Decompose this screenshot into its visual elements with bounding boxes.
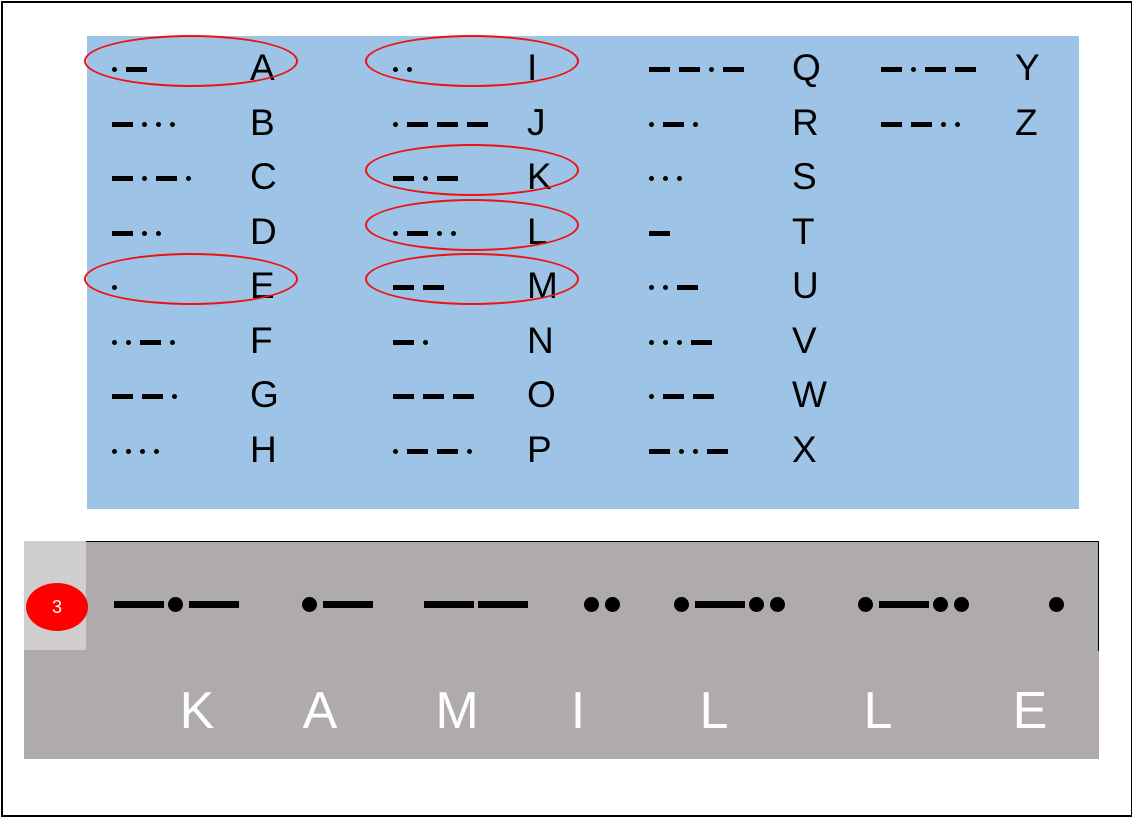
chart-letter: T	[792, 210, 815, 252]
chart-entry-v	[87, 321, 1079, 361]
chart-letter: L	[527, 210, 548, 252]
chart-letter: D	[250, 210, 277, 252]
morse-dot	[679, 449, 684, 454]
morse-dot	[770, 597, 785, 612]
chart-letter: U	[792, 265, 819, 306]
chart-letter: S	[792, 156, 817, 197]
morse-dash	[478, 601, 528, 608]
morse-dot	[693, 449, 698, 454]
morse-code-symbols	[649, 321, 799, 361]
morse-dash	[114, 601, 164, 608]
morse-dot	[858, 597, 873, 612]
chart-letter: P	[527, 428, 552, 470]
morse-dash	[677, 285, 698, 290]
morse-dash	[691, 340, 712, 345]
morse-dash	[663, 394, 684, 399]
chart-letter: O	[527, 374, 556, 415]
morse-code-symbols	[649, 430, 799, 470]
chart-letter: R	[792, 101, 819, 143]
decoded-letter: A	[302, 682, 338, 740]
morse-dot	[954, 597, 969, 612]
morse-code-symbols	[881, 48, 1031, 88]
morse-dot	[302, 597, 317, 612]
chart-letter: H	[250, 428, 277, 470]
chart-letter: G	[250, 374, 279, 415]
chart-letter: E	[250, 265, 275, 306]
chart-letter: Q	[792, 47, 821, 88]
morse-dash	[693, 394, 714, 399]
panel-top-border	[24, 541, 1099, 542]
morse-dot	[649, 340, 654, 345]
chart-letter: F	[250, 319, 273, 361]
morse-dot	[955, 122, 960, 127]
morse-dash	[189, 601, 239, 608]
morse-code-symbols	[649, 266, 799, 306]
morse-code-symbols	[649, 157, 799, 197]
chart-letter: W	[792, 374, 827, 415]
chart-letter: M	[527, 265, 558, 306]
chart-entry-z	[87, 103, 1079, 143]
decoded-letter: K	[179, 682, 215, 740]
morse-dash	[879, 601, 929, 608]
morse-dot	[649, 176, 654, 181]
panel-right-border	[1098, 541, 1099, 651]
chart-entry-w	[87, 375, 1079, 415]
morse-dash	[881, 67, 902, 72]
morse-dot	[911, 67, 916, 72]
morse-dash	[695, 601, 745, 608]
morse-dash	[323, 601, 373, 608]
morse-dot	[663, 176, 668, 181]
morse-dash	[424, 601, 474, 608]
decoded-letter: I	[570, 682, 586, 740]
morse-dash	[707, 449, 728, 454]
chart-letter: J	[527, 101, 546, 143]
morse-code-symbols	[881, 103, 1031, 143]
chart-letter: Z	[1015, 101, 1038, 143]
morse-dot	[649, 285, 654, 290]
chart-entry-y	[87, 48, 1079, 88]
morse-dot	[749, 597, 764, 612]
morse-dash	[649, 231, 670, 236]
chart-letter: C	[250, 156, 277, 197]
morse-dash	[955, 67, 976, 72]
chart-letter: N	[527, 319, 554, 361]
chart-letter: V	[792, 319, 817, 361]
morse-dot	[649, 394, 654, 399]
decoded-letter: M	[435, 682, 479, 740]
chart-entry-s	[87, 157, 1079, 197]
morse-dot	[941, 122, 946, 127]
morse-dot	[168, 597, 183, 612]
chart-entry-u	[87, 266, 1079, 306]
chart-letter: B	[250, 101, 275, 143]
morse-dot	[663, 285, 668, 290]
morse-dash	[911, 122, 932, 127]
decoded-letter: L	[699, 682, 729, 740]
chart-entry-x	[87, 430, 1079, 470]
morse-dot	[674, 597, 689, 612]
morse-dash	[649, 449, 670, 454]
step-number-badge: 3	[26, 583, 88, 631]
chart-entry-t	[87, 212, 1079, 252]
morse-dot	[663, 340, 668, 345]
chart-letter: K	[527, 156, 552, 197]
morse-dot	[677, 176, 682, 181]
decoded-letter: L	[863, 682, 893, 740]
morse-dash	[881, 122, 902, 127]
morse-code-chart	[87, 36, 1079, 509]
morse-dot	[1049, 597, 1064, 612]
decoded-message-panel	[24, 541, 1099, 759]
morse-code-symbols	[649, 375, 799, 415]
morse-dot	[584, 597, 599, 612]
morse-code-symbols	[649, 212, 799, 252]
morse-dot	[605, 597, 620, 612]
chart-letter: I	[527, 47, 538, 88]
chart-letter: X	[792, 428, 817, 470]
chart-letter: A	[250, 47, 275, 88]
chart-letter: Y	[1015, 47, 1040, 88]
morse-dot	[933, 597, 948, 612]
decoded-letter: E	[1012, 682, 1048, 740]
morse-dash	[925, 67, 946, 72]
morse-dot	[677, 340, 682, 345]
